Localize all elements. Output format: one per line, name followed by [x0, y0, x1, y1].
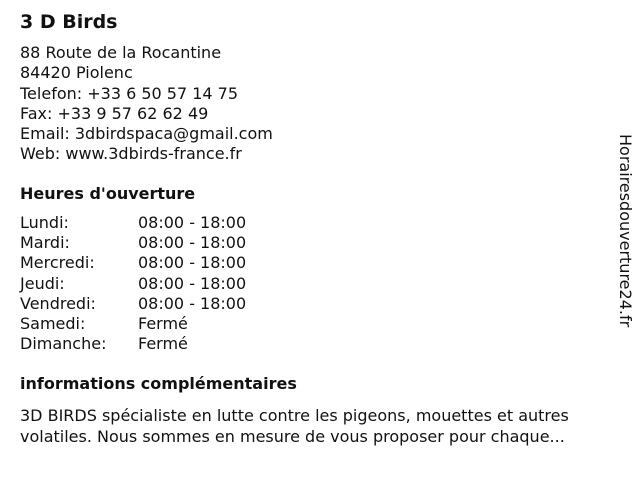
address-city: 84420 Piolenc — [20, 63, 133, 83]
hours-row-saturday — [20, 314, 320, 334]
email-address[interactable]: Email: 3dbirdspaca@gmail.com — [20, 124, 273, 144]
day-label: Jeudi: — [20, 273, 65, 293]
fax-number: Fax: +33 9 57 62 62 49 — [20, 103, 209, 123]
phone-number[interactable]: Telefon: +33 6 50 57 14 75 — [20, 83, 239, 103]
business-name: 3 D Birds — [20, 11, 118, 33]
opening-hours-table — [20, 213, 320, 354]
hours-value: 08:00 - 18:00 — [138, 273, 247, 293]
contact-block — [20, 43, 580, 165]
day-label: Lundi: — [20, 213, 69, 232]
day-label: Vendredi: — [20, 293, 96, 313]
opening-hours-heading: Heures d'ouverture — [20, 184, 196, 203]
hours-value: 08:00 - 18:00 — [138, 293, 247, 313]
address-street: 88 Route de la Rocantine — [20, 43, 222, 62]
hours-value: 08:00 - 18:00 — [138, 253, 247, 273]
day-label: Mercredi: — [20, 253, 95, 273]
day-label: Samedi: — [20, 313, 86, 333]
hours-value: 08:00 - 18:00 — [138, 213, 247, 232]
hours-value: 08:00 - 18:00 — [138, 233, 247, 253]
website-link[interactable]: Web: www.3dbirds-france.fr — [20, 144, 242, 164]
hours-row-thursday — [20, 274, 320, 294]
hours-row-wednesday — [20, 253, 320, 273]
hours-value: Fermé — [138, 313, 188, 333]
day-label: Dimanche: — [20, 334, 107, 354]
site-brand-link[interactable]: Horairesdouverture24.fr — [616, 134, 635, 328]
hours-row-tuesday — [20, 233, 320, 253]
hours-value: Fermé — [138, 334, 188, 354]
day-label: Mardi: — [20, 233, 70, 253]
hours-row-monday — [20, 213, 320, 233]
hours-row-friday — [20, 294, 320, 314]
additional-info-text: 3D BIRDS spécialiste en lutte contre les pigeons, mouettes et autres volatiles. Nous sommes en mesure de vous proposer pour chaque... — [20, 406, 569, 446]
additional-info-heading: informations complémentaires — [20, 374, 297, 393]
hours-row-sunday — [20, 334, 320, 354]
